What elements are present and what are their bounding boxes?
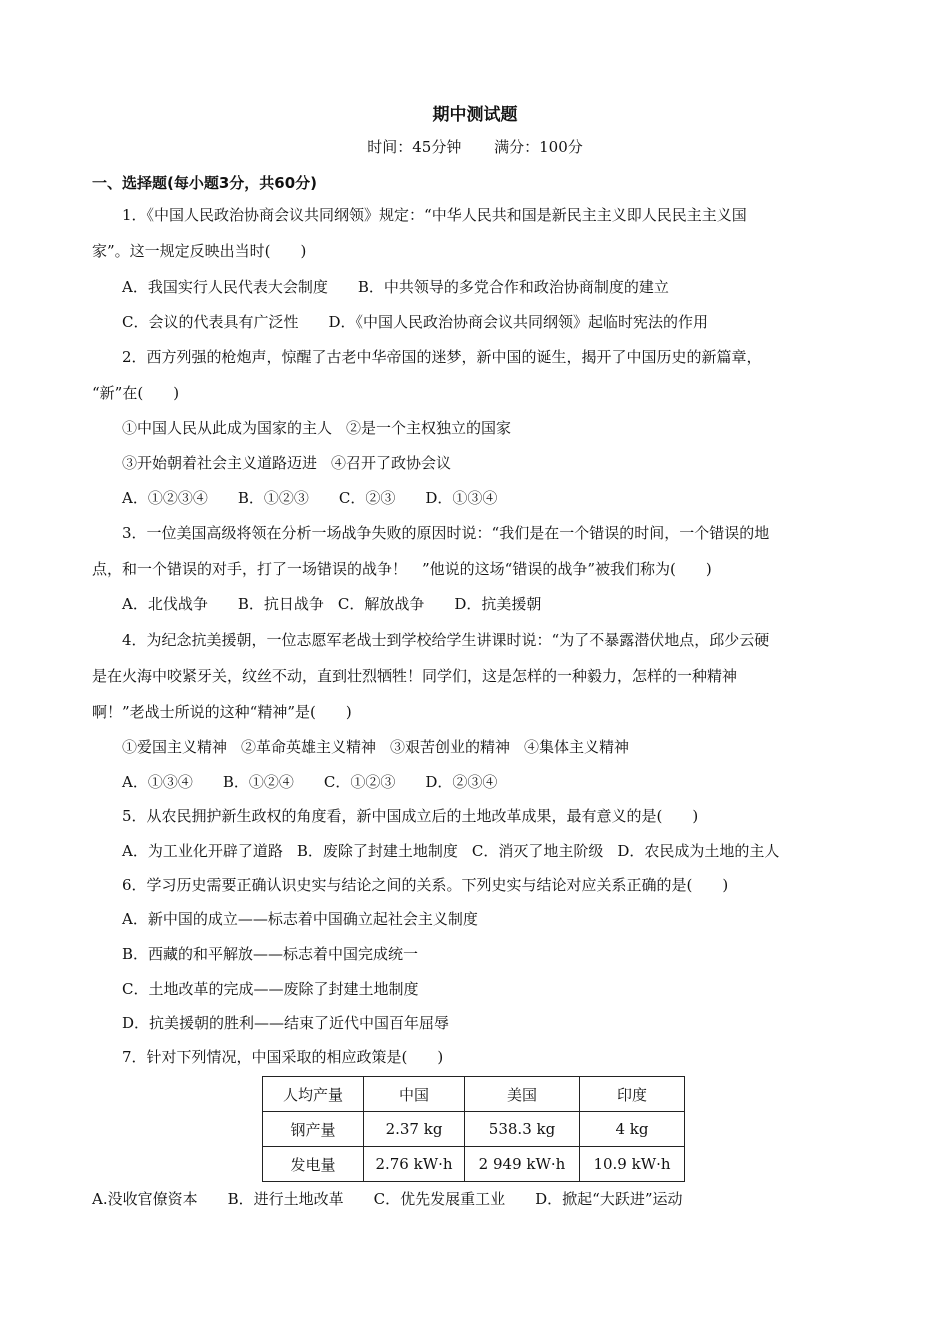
q4-stem-line1: 4．为纪念抗美援朝，一位志愿军老战士到学校给学生讲课时说：“为了不暴露潜伏地点，邱少云硬 [122, 631, 770, 649]
q4-option-c: C．①②③ [323, 773, 396, 791]
table-cell: 2.37 kg [364, 1112, 465, 1147]
q4-option-b: B．①②④ [222, 773, 294, 791]
exam-info [0, 136, 950, 157]
section-heading: 一、选择题(每小题3分，共60分) [92, 174, 318, 192]
q1-stem-line1: 1．《中国人民政治协商会议共同纲领》规定：“中华人民共和国是新民主主义即人民民主主义国 [122, 206, 747, 224]
table-header-cell: 中国 [364, 1077, 465, 1112]
q1-options-row2 [122, 312, 708, 332]
q3-options [122, 594, 541, 614]
q2-option-d: D．①③④ [425, 489, 498, 507]
q4-option-d: D．②③④ [425, 773, 498, 791]
q2-option-b: B．①②③ [237, 489, 309, 507]
q2-items-row1 [122, 418, 511, 438]
q3-option-d: D．抗美援朝 [454, 595, 542, 613]
q2-items-row2 [122, 453, 451, 473]
q7-data-table [262, 1076, 685, 1182]
q7-option-a: A.没收官僚资本 [92, 1190, 198, 1208]
q5-options [122, 841, 779, 861]
q2-item-3: ③开始朝着社会主义道路迈进 [122, 454, 318, 472]
q5-option-a: A．为工业化开辟了道路 [122, 842, 283, 860]
table-header-row [263, 1077, 685, 1112]
table-header-cell: 人均产量 [263, 1077, 364, 1112]
table-row [263, 1112, 685, 1147]
q1-options-row1 [122, 277, 669, 297]
q7-options [92, 1189, 683, 1209]
full-score: 满分：100分 [494, 138, 583, 156]
q2-item-2: ②是一个主权独立的国家 [346, 419, 512, 437]
q4-stem-line3: 啊！”老战士所说的这种“精神”是( ) [92, 703, 352, 721]
q1-option-d: D．《中国人民政治协商会议共同纲领》起临时宪法的作用 [328, 313, 709, 331]
q5-option-c: C．消灭了地主阶级 [471, 842, 604, 860]
table-row [263, 1147, 685, 1182]
q3-option-a: A．北伐战争 [122, 595, 208, 613]
table-cell: 538.3 kg [465, 1112, 580, 1147]
q4-item-2: ②革命英雄主义精神 [241, 738, 377, 756]
page-title: 期中测试题 [432, 105, 518, 125]
q7-option-d: D．掀起“大跃进”运动 [535, 1190, 683, 1208]
q4-item-1: ①爱国主义精神 [122, 738, 228, 756]
q1-option-a: A．我国实行人民代表大会制度 [122, 278, 328, 296]
q2-item-1: ①中国人民从此成为国家的主人 [122, 419, 333, 437]
q4-item-3: ③艰苦创业的精神 [390, 738, 511, 756]
q3-stem-line2: 点，和一个错误的对手，打了一场错误的战争！ ”他说的这场“错误的战争”被我们称为( ) [92, 560, 712, 578]
q2-item-4: ④召开了政协会议 [331, 454, 452, 472]
time-limit: 时间：45分钟 [367, 138, 462, 156]
q6-option-b: B．西藏的和平解放——标志着中国完成统一 [122, 945, 419, 963]
q3-option-b: B．抗日战争 [237, 595, 324, 613]
table-cell: 4 kg [580, 1112, 685, 1147]
q5-option-d: D．农民成为土地的主人 [617, 842, 780, 860]
q1-stem-line2: 家”。这一规定反映出当时( ) [92, 242, 307, 260]
table-cell: 10.9 kW·h [580, 1147, 685, 1182]
table-cell: 2.76 kW·h [364, 1147, 465, 1182]
q2-stem-line2: “新”在( ) [92, 384, 180, 402]
q2-stem-line1: 2．西方列强的枪炮声，惊醒了古老中华帝国的迷梦，新中国的诞生，揭开了中国历史的新篇章， [122, 348, 762, 366]
q4-items [122, 737, 629, 757]
q1-option-b: B．中共领导的多党合作和政治协商制度的建立 [357, 278, 669, 296]
q6-stem: 6．学习历史需要正确认识史实与结论之间的关系。下列史实与结论对应关系正确的是( ) [122, 876, 729, 894]
q7-stem: 7．针对下列情况，中国采取的相应政策是( ) [122, 1048, 444, 1066]
q4-item-4: ④集体主义精神 [524, 738, 630, 756]
q1-option-c: C．会议的代表具有广泛性 [122, 313, 299, 331]
q2-options [122, 488, 497, 508]
q5-option-b: B．废除了封建土地制度 [296, 842, 458, 860]
q3-option-c: C．解放战争 [337, 595, 425, 613]
q6-option-d: D．抗美援朝的胜利——结束了近代中国百年屈辱 [122, 1014, 450, 1032]
q2-option-c: C．②③ [338, 489, 396, 507]
q2-option-a: A．①②③④ [122, 489, 208, 507]
q3-stem-line1: 3．一位美国高级将领在分析一场战争失败的原因时说：“我们是在一个错误的时间，一个错误的地 [122, 524, 770, 542]
table-cell: 钢产量 [263, 1112, 364, 1147]
q5-stem: 5．从农民拥护新生政权的角度看，新中国成立后的土地改革成果，最有意义的是( ) [122, 807, 699, 825]
table-header-cell: 美国 [465, 1077, 580, 1112]
q6-option-c: C．土地改革的完成——废除了封建土地制度 [122, 980, 419, 998]
q7-option-c: C．优先发展重工业 [373, 1190, 506, 1208]
q4-option-a: A．①③④ [122, 773, 193, 791]
q4-stem-line2: 是在火海中咬紧牙关，纹丝不动，直到壮烈牺牲！同学们，这是怎样的一种毅力，怎样的一种精神 [92, 667, 738, 685]
table-cell: 2 949 kW·h [465, 1147, 580, 1182]
table-cell: 发电量 [263, 1147, 364, 1182]
q7-option-b: B．进行土地改革 [227, 1190, 344, 1208]
q6-option-a: A．新中国的成立——标志着中国确立起社会主义制度 [122, 910, 478, 928]
table-header-cell: 印度 [580, 1077, 685, 1112]
q4-options [122, 772, 497, 792]
